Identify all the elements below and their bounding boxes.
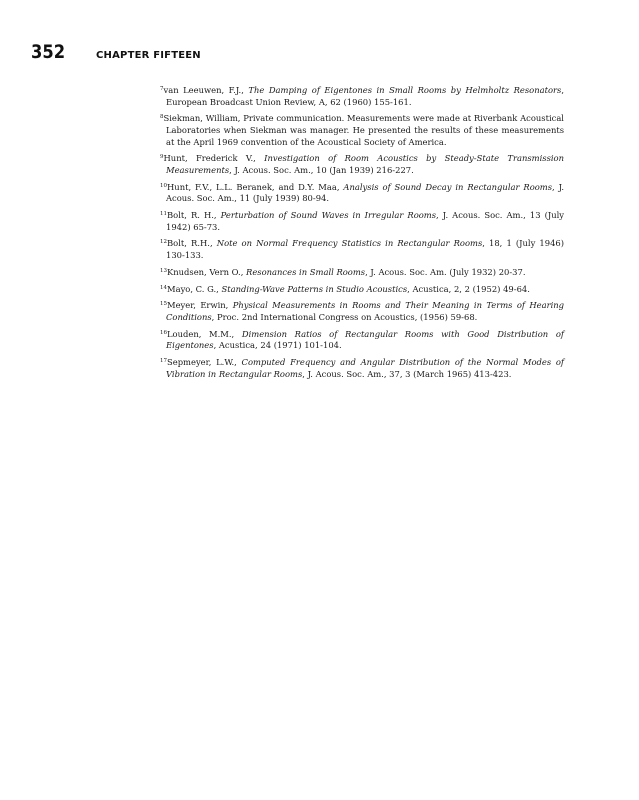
reference-number: 13 bbox=[160, 267, 167, 274]
reference-source: , J. Acous. Soc. Am., 37, 3 (March 1965) 413-423. bbox=[302, 368, 512, 379]
reference-source: , Acustica, 24 (1971) 101-104. bbox=[213, 340, 342, 351]
page-number: 352 bbox=[31, 41, 66, 63]
reference-item bbox=[160, 153, 564, 176]
reference-title: The Damping of Eigentones in Small Rooms by Helmholtz Resonators bbox=[248, 85, 562, 95]
reference-authors: Hunt, F.V., L.L. Beranek, and D.Y. Maa, bbox=[167, 181, 344, 192]
reference-title: Standing-Wave Patterns in Studio Acoustics bbox=[221, 283, 408, 294]
reference-item bbox=[160, 182, 564, 205]
reference-authors: Sepmeyer, L.W., bbox=[167, 357, 242, 368]
reference-item bbox=[160, 238, 564, 261]
reference-authors: Bolt, R. H., bbox=[167, 210, 221, 221]
reference-authors: Meyer, Erwin, bbox=[167, 300, 233, 311]
reference-source: , Acustica, 2, 2 (1952) 49-64. bbox=[407, 283, 530, 294]
reference-title: Perturbation of Sound Waves in Irregular Rooms bbox=[220, 210, 437, 221]
reference-item bbox=[160, 113, 564, 148]
reference-title: Computed Frequency and Angular Distribution of the Normal Modes of Vibration in Rectangular Rooms bbox=[166, 357, 564, 379]
reference-number: 17 bbox=[160, 358, 167, 365]
reference-number: 8 bbox=[160, 114, 164, 121]
reference-title: Dimension Ratios of Rectangular Rooms with Good Distribution of Eigentones bbox=[166, 328, 564, 351]
reference-item bbox=[160, 284, 564, 296]
reference-title: Resonances in Small Rooms bbox=[246, 266, 366, 277]
reference-item bbox=[160, 357, 564, 380]
reference-item bbox=[160, 300, 564, 323]
reference-item bbox=[160, 85, 564, 108]
reference-item bbox=[160, 267, 564, 279]
reference-source: , J. Acous. Soc. Am., 11 (July 1939) 80-94. bbox=[166, 181, 564, 204]
reference-source: , J. Acous. Soc. Am. (July 1932) 20-37. bbox=[365, 266, 526, 277]
reference-source: , Proc. 2nd International Congress on Acoustics, (1956) 59-68. bbox=[211, 312, 478, 322]
reference-source: , European Broadcast Union Review, A, 62 (1960) 155-161. bbox=[166, 85, 564, 107]
reference-authors: Bolt, R.H., bbox=[167, 238, 217, 249]
reference-list bbox=[160, 85, 564, 386]
reference-source: , 18, 1 (July 1946) 130-133. bbox=[166, 238, 565, 261]
reference-title: Analysis of Sound Decay in Rectangular Rooms bbox=[343, 181, 553, 192]
reference-source: , J. Acous. Soc. Am., 13 (July 1942) 65-73. bbox=[166, 210, 564, 232]
reference-title: Note on Normal Frequency Statistics in Rectangular Rooms bbox=[216, 238, 483, 249]
reference-number: 15 bbox=[160, 301, 167, 308]
chapter-title: CHAPTER FIFTEEN bbox=[96, 50, 201, 61]
reference-authors: Louden, M.M., bbox=[167, 328, 242, 339]
page-header bbox=[31, 41, 201, 63]
reference-authors: Siekman, William, Private communication. Measurements were made at Riverbank Acoustical Laboratories when Siekman was manager. He presented the results of these measurements at the April 1969 convention of the Acoustical Society of America. bbox=[163, 113, 564, 147]
reference-authors: Knudsen, Vern O., bbox=[167, 266, 247, 277]
reference-number: 9 bbox=[160, 154, 164, 161]
reference-number: 10 bbox=[160, 182, 167, 189]
reference-item bbox=[160, 210, 564, 233]
reference-number: 11 bbox=[160, 211, 167, 218]
reference-authors: Mayo, C. G., bbox=[167, 283, 222, 294]
reference-item bbox=[160, 329, 564, 352]
reference-number: 7 bbox=[160, 86, 164, 92]
reference-title: Investigation of Room Acoustics by Steady-State Transmission Measurements bbox=[166, 153, 564, 175]
reference-number: 14 bbox=[160, 284, 167, 291]
reference-authors: Hunt, Frederick V., bbox=[163, 153, 265, 164]
reference-title: Physical Measurements in Rooms and Their Meaning in Terms of Hearing Conditions bbox=[166, 300, 565, 322]
reference-number: 12 bbox=[160, 239, 167, 246]
reference-authors: van Leeuwen, F.J., bbox=[163, 85, 249, 95]
reference-source: , J. Acous. Soc. Am., 10 (Jan 1939) 216-227. bbox=[229, 164, 414, 175]
reference-number: 16 bbox=[160, 329, 167, 336]
